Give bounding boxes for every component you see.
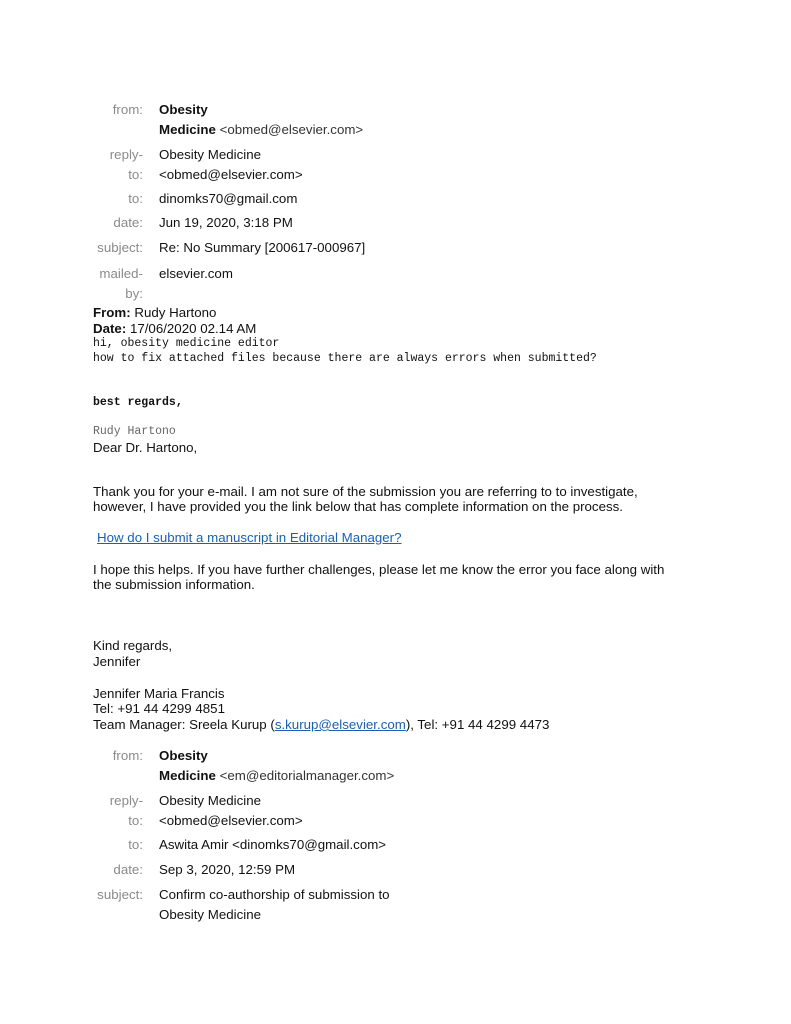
subject-label-2: subject: <box>97 887 143 902</box>
editorial-manager-help-link[interactable]: How do I submit a manuscript in Editorial Manager? <box>97 530 402 545</box>
help-link-container <box>97 530 402 546</box>
mailed-by-label: mailed- by: <box>99 266 143 301</box>
mailed-by-value: elsevier.com <box>159 266 233 281</box>
signature-team-manager: Team Manager: Sreela Kurup (s.kurup@elsevier.com), Tel: +91 44 4299 4473 <box>93 717 550 732</box>
quoted-line-2: how to fix attached files because there are always errors when submitted? <box>93 352 597 365</box>
subject-value: Re: No Summary [200617-000967] <box>159 240 366 255</box>
to-label: to: <box>128 191 143 206</box>
quoted-from: From: Rudy Hartono <box>93 305 217 320</box>
team-manager-email-link[interactable]: s.kurup@elsevier.com <box>274 717 406 732</box>
signature-name: Jennifer Maria Francis <box>93 686 225 701</box>
to-value-2[interactable]: Aswita Amir <dinomks70@gmail.com> <box>159 837 387 852</box>
sender-name-2-line1: Obesity <box>159 748 208 763</box>
reply-to-value[interactable]: Obesity Medicine <obmed@elsevier.com> <box>159 147 303 182</box>
sender-email-2[interactable]: <em@editorialmanager.com> <box>219 768 395 783</box>
from-value-2 <box>159 746 459 786</box>
to-label-2: to: <box>128 837 143 852</box>
paragraph-1-line-2: however, I have provided you the link below that has complete information on the process. <box>93 499 623 514</box>
reply-to-label-2: reply- to: <box>109 793 143 828</box>
date-value-2: Sep 3, 2020, 12:59 PM <box>159 862 296 877</box>
reply-to-label: reply- to: <box>109 147 143 182</box>
sender-name-line2: Medicine <box>159 122 216 137</box>
closing-name: Jennifer <box>93 654 141 669</box>
from-label: from: <box>112 102 143 117</box>
subject-value-2: Confirm co-authorship of submission to Obesity Medicine <box>159 887 390 922</box>
sender-name-line1: Obesity <box>159 102 208 117</box>
date-value: Jun 19, 2020, 3:18 PM <box>159 215 293 230</box>
signature-tel: Tel: +91 44 4299 4851 <box>93 701 225 716</box>
to-value[interactable]: dinomks70@gmail.com <box>159 191 298 206</box>
paragraph-1-line-1: Thank you for your e-mail. I am not sure of the submission you are referring to to investigate, <box>93 484 638 499</box>
closing-regards: Kind regards, <box>93 638 173 653</box>
quoted-date: Date: 17/06/2020 02.14 AM <box>93 321 257 336</box>
greeting: Dear Dr. Hartono, <box>93 440 198 455</box>
sender-name-2-line2: Medicine <box>159 768 216 783</box>
from-value <box>159 100 459 140</box>
reply-to-value-2[interactable]: Obesity Medicine <obmed@elsevier.com> <box>159 793 303 828</box>
quoted-signature: Rudy Hartono <box>93 425 176 438</box>
subject-label: subject: <box>97 240 143 255</box>
from-label-2: from: <box>112 748 143 763</box>
sender-email[interactable]: <obmed@elsevier.com> <box>219 122 364 137</box>
date-label-2: date: <box>113 862 143 877</box>
date-label: date: <box>113 215 143 230</box>
quoted-line-1: hi, obesity medicine editor <box>93 337 280 350</box>
paragraph-2-line-1: I hope this helps. If you have further challenges, please let me know the error you face along with <box>93 562 665 577</box>
paragraph-2-line-2: the submission information. <box>93 577 255 592</box>
quoted-regards: best regards, <box>93 396 183 409</box>
